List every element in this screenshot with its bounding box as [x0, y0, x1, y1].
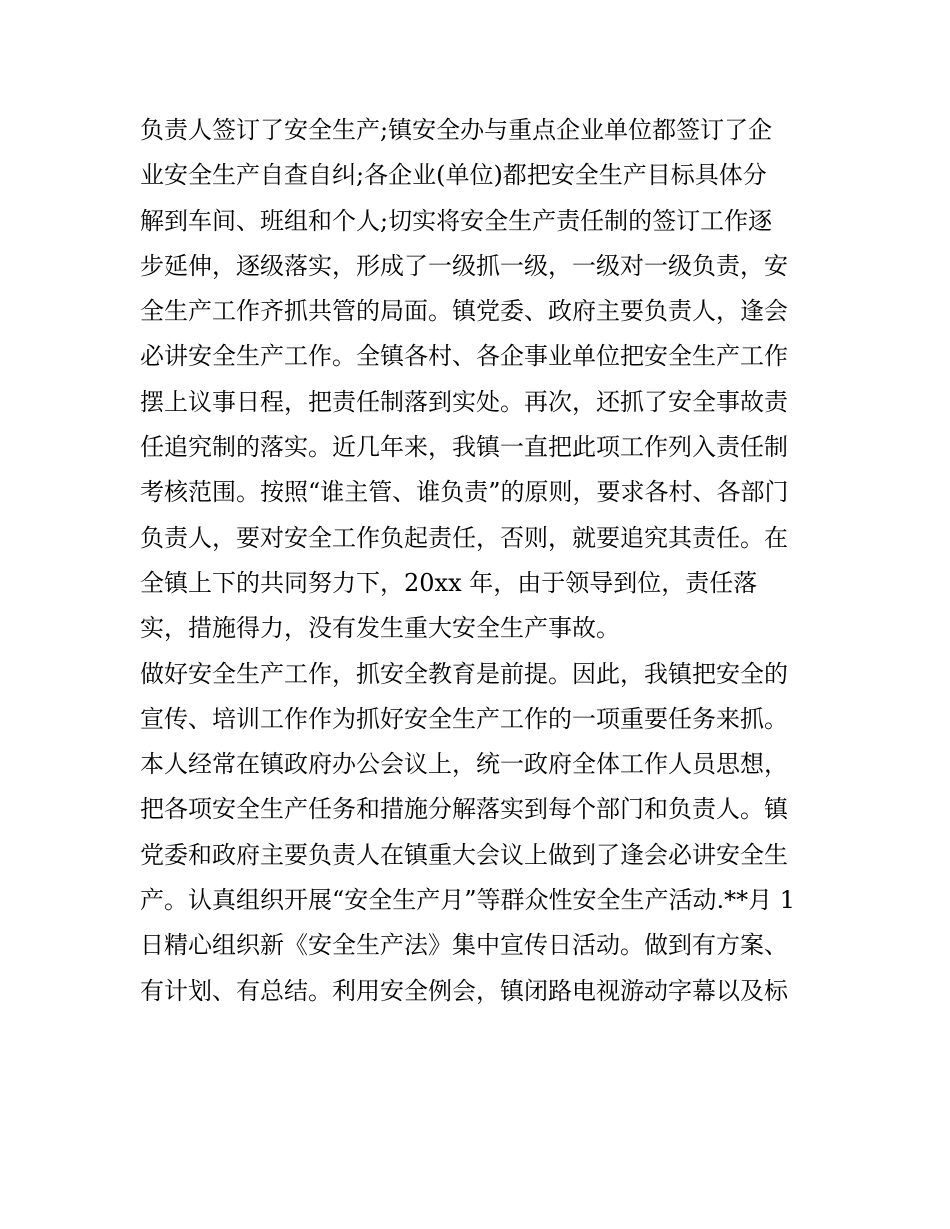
body-text — [140, 108, 820, 1014]
text-line: 步延伸，逐级落实，形成了一级抓一级，一级对一级负责，安 — [140, 251, 788, 280]
text-line: 全生产工作齐抓共管的局面。镇党委、政府主要负责人，逢会 — [140, 297, 788, 326]
text-line: 把各项安全生产任务和措施分解落实到每个部门和负责人。镇 — [140, 795, 788, 824]
text-line: 有计划、有总结。利用安全例会，镇闭路电视游动字幕以及标 — [140, 976, 788, 1005]
text-line: 做好安全生产工作，抓安全教育是前提。因此，我镇把安全的 — [140, 659, 788, 688]
text-line: 产。认真组织开展“安全生产月”等群众性安全生产活动.**月 1 — [140, 886, 796, 915]
text-line: 宣传、培训工作作为抓好安全生产工作的一项重要任务来抓。 — [140, 704, 788, 733]
text-line: 任追究制的落实。近几年来，我镇一直把此项工作列入责任制 — [140, 433, 788, 462]
text-line: 考核范围。按照“谁主管、谁负责”的原则，要求各村、各部门 — [140, 478, 789, 507]
text-line: 党委和政府主要负责人在镇重大会议上做到了逢会必讲安全生 — [140, 840, 788, 869]
text-line: 必讲安全生产工作。全镇各村、各企事业单位把安全生产工作 — [140, 342, 788, 371]
text-line: 解到车间、班组和个人;切实将安全生产责任制的签订工作逐 — [140, 206, 773, 235]
text-line: 业安全生产自查自纠;各企业(单位)都把安全生产目标具体分 — [140, 161, 767, 190]
text-line: 本人经常在镇政府办公会议上，统一政府全体工作人员思想， — [140, 750, 788, 779]
text-line: 全镇上下的共同努力下，20xx 年，由于领导到位，责任落 — [140, 568, 758, 597]
text-line: 负责人签订了安全生产;镇安全办与重点企业单位都签订了企 — [140, 116, 773, 144]
text-line: 日精心组织新《安全生产法》集中宣传日活动。做到有方案、 — [140, 931, 788, 960]
text-line: 摆上议事日程，把责任制落到实处。再次，还抓了安全事故责 — [140, 387, 788, 416]
text-line: 实，措施得力，没有发生重大安全生产事故。 — [140, 614, 620, 643]
text-line: 负责人，要对安全工作负起责任，否则，就要追究其责任。在 — [140, 523, 788, 552]
